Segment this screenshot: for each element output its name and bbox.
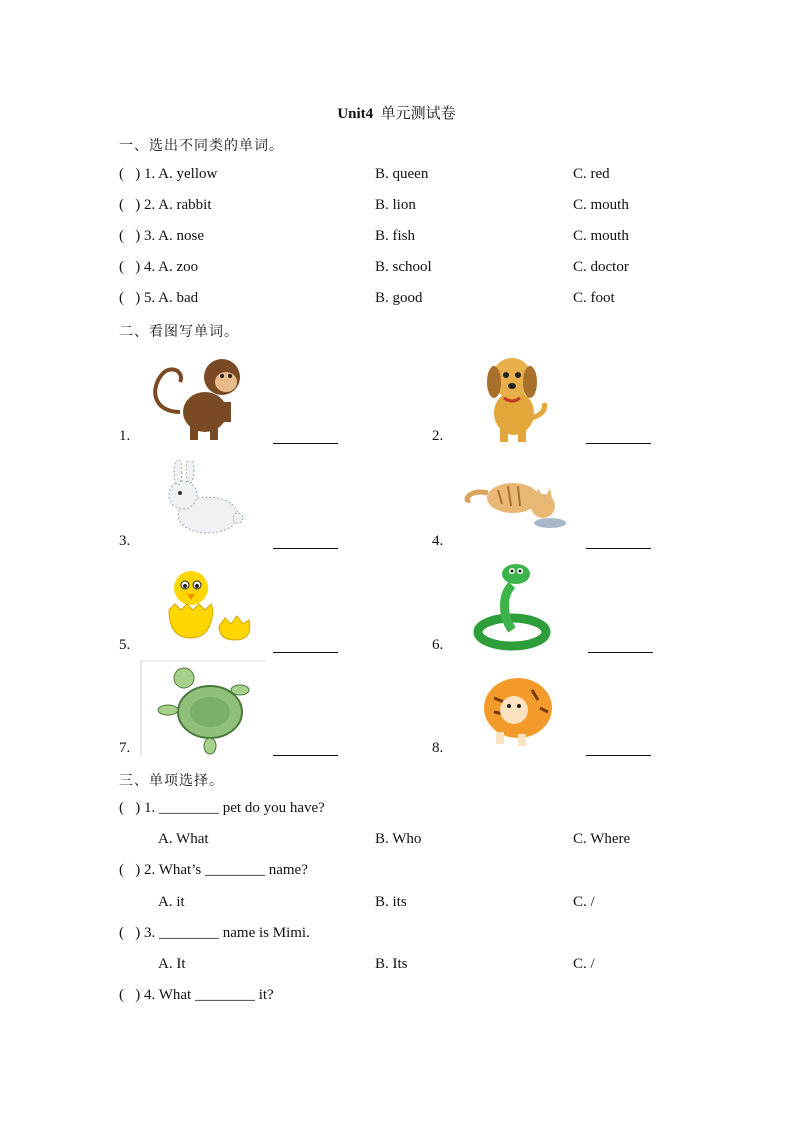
answer-blank-8[interactable] bbox=[586, 741, 651, 756]
turtle-icon bbox=[140, 660, 266, 756]
picture-label-7: 7. bbox=[119, 740, 131, 756]
option-c: C. mouth bbox=[573, 197, 629, 213]
part3-question-1 bbox=[119, 800, 679, 820]
rabbit-icon bbox=[158, 460, 248, 540]
answer-blank-7[interactable] bbox=[273, 741, 338, 756]
part1-question-1 bbox=[119, 166, 679, 186]
title-text: 单元测试卷 bbox=[380, 106, 456, 122]
picture-label-2: 2. bbox=[432, 428, 444, 444]
cat-icon bbox=[458, 468, 573, 534]
part3-question-4 bbox=[119, 987, 679, 1007]
question-text: ( ) 4. What ________ it? bbox=[119, 987, 274, 1003]
dog-icon bbox=[452, 348, 577, 444]
option-c: C. / bbox=[573, 894, 595, 910]
tiger-icon bbox=[478, 668, 554, 748]
option-c: C. mouth bbox=[573, 228, 629, 244]
option-b: B. queen bbox=[375, 166, 429, 182]
snake-icon bbox=[472, 560, 552, 652]
question-text: ( ) 1. ________ pet do you have? bbox=[119, 800, 325, 816]
question-text: ( ) 5. A. bad bbox=[119, 290, 199, 306]
answer-blank-5[interactable] bbox=[273, 638, 338, 653]
option-c: C. Where bbox=[573, 831, 631, 847]
part3-question-2 bbox=[119, 862, 679, 882]
option-a: A. it bbox=[158, 894, 185, 910]
option-a: A. It bbox=[158, 956, 186, 972]
title-unit: Unit4 bbox=[337, 106, 374, 122]
part1-heading: 一、选出不同类的单词。 bbox=[119, 138, 284, 154]
picture-label-3: 3. bbox=[119, 533, 131, 549]
answer-blank-2[interactable] bbox=[586, 429, 651, 444]
picture-label-6: 6. bbox=[432, 637, 444, 653]
page-title bbox=[0, 102, 793, 123]
question-text: ( ) 2. A. rabbit bbox=[119, 197, 212, 213]
answer-blank-3[interactable] bbox=[273, 534, 338, 549]
answer-blank-4[interactable] bbox=[586, 534, 651, 549]
question-text: ( ) 4. A. zoo bbox=[119, 259, 199, 275]
monkey-icon bbox=[150, 352, 250, 442]
picture-label-1: 1. bbox=[119, 428, 131, 444]
option-c: C. foot bbox=[573, 290, 615, 306]
part1-question-4 bbox=[119, 259, 679, 279]
part3-options-3 bbox=[119, 956, 679, 976]
part3-question-3 bbox=[119, 925, 679, 945]
part1-question-2 bbox=[119, 197, 679, 217]
option-b: B. lion bbox=[375, 197, 416, 213]
question-text: ( ) 3. ________ name is Mimi. bbox=[119, 925, 310, 941]
chick-icon bbox=[163, 566, 255, 642]
option-c: C. / bbox=[573, 956, 595, 972]
question-text: ( ) 2. What’s ________ name? bbox=[119, 862, 308, 878]
part3-options-2 bbox=[119, 894, 679, 914]
option-b: B. Its bbox=[375, 956, 408, 972]
option-b: B. its bbox=[375, 894, 407, 910]
question-text: ( ) 3. A. nose bbox=[119, 228, 204, 244]
option-b: B. school bbox=[375, 259, 432, 275]
option-b: B. good bbox=[375, 290, 423, 306]
option-c: C. doctor bbox=[573, 259, 629, 275]
option-b: B. fish bbox=[375, 228, 416, 244]
picture-label-8: 8. bbox=[432, 740, 444, 756]
picture-label-4: 4. bbox=[432, 533, 444, 549]
option-a: A. What bbox=[158, 831, 209, 847]
picture-label-5: 5. bbox=[119, 637, 131, 653]
option-c: C. red bbox=[573, 166, 610, 182]
part1-question-3 bbox=[119, 228, 679, 248]
part3-options-1 bbox=[119, 831, 679, 851]
question-text: ( ) 1. A. yellow bbox=[119, 166, 218, 182]
answer-blank-1[interactable] bbox=[273, 429, 338, 444]
part3-heading: 三、单项选择。 bbox=[119, 773, 224, 789]
part1-question-5 bbox=[119, 290, 679, 310]
part2-heading: 二、看图写单词。 bbox=[119, 324, 239, 340]
answer-blank-6[interactable] bbox=[588, 638, 653, 653]
option-b: B. Who bbox=[375, 831, 422, 847]
